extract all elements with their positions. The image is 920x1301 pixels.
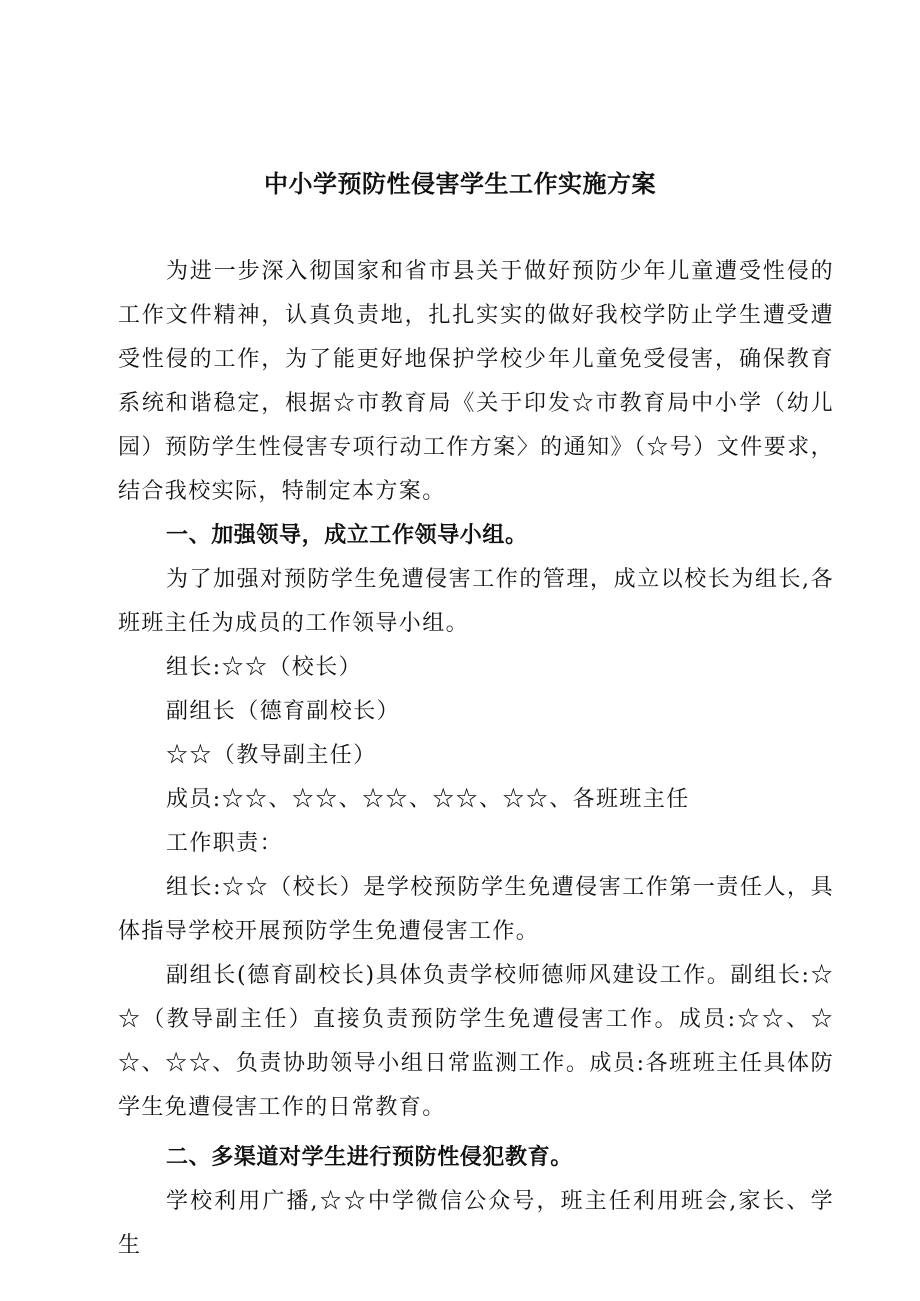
paragraph-deputy-director: ☆☆（教导副主任） xyxy=(166,743,377,768)
section-heading-1: 一、加强领导，成立工作领导小组。 xyxy=(166,523,528,548)
document-title: 中小学预防性侵害学生工作实施方案 xyxy=(264,170,656,198)
paragraph-leader-duty: 组长:☆☆（校长）是学校预防学生免遭侵害工作第一责任人，具体指导学校开展预防学生免遭侵害工作。 xyxy=(118,875,834,944)
paragraph-deputy-duty: 副组长(德育副校长)具体负责学校师德师风建设工作。副组长:☆☆（教导副主任）直接负责预防学生免遭侵害工作。成员:☆☆、☆☆、☆☆、负责协助领导小组日常监测工作。成员:各班班主任具体防学生免遭侵害工作的日常教育。 xyxy=(118,963,834,1120)
section-heading-2: 二、多渠道对学生进行预防性侵犯教育。 xyxy=(166,1145,573,1170)
paragraph-members: 成员:☆☆、☆☆、☆☆、☆☆、☆☆、各班班主任 xyxy=(166,787,690,812)
paragraph-deputy-leader: 副组长（德育副校长） xyxy=(166,699,401,724)
paragraph-channels: 学校利用广播,☆☆中学微信公众号，班主任利用班会,家长、学生 xyxy=(118,1189,834,1258)
paragraph-leadership-group: 为了加强对预防学生免遭侵害工作的管理，成立以校长为组长,各班班主任为成员的工作领导小组。 xyxy=(118,567,834,636)
paragraph-group-leader: 组长:☆☆（校长） xyxy=(166,655,363,680)
document-body xyxy=(118,250,834,1268)
paragraph-duties-label: 工作职责： xyxy=(166,831,284,856)
intro-paragraph: 为进一步深入彻国家和省市县关于做好预防少年儿童遭受性侵的工作文件精神，认真负责地，扎扎实实的做好我校学防止学生遭受遭受性侵的工作，为了能更好地保护学校少年儿童免受侵害，确保教育系统和谐稳定，根据☆市教育局《关于印发☆市教育局中小学（幼儿园）预防学生性侵害专项行动工作方案〉的通知》（☆号）文件要求，结合我校实际，特制定本方案。 xyxy=(118,259,834,504)
